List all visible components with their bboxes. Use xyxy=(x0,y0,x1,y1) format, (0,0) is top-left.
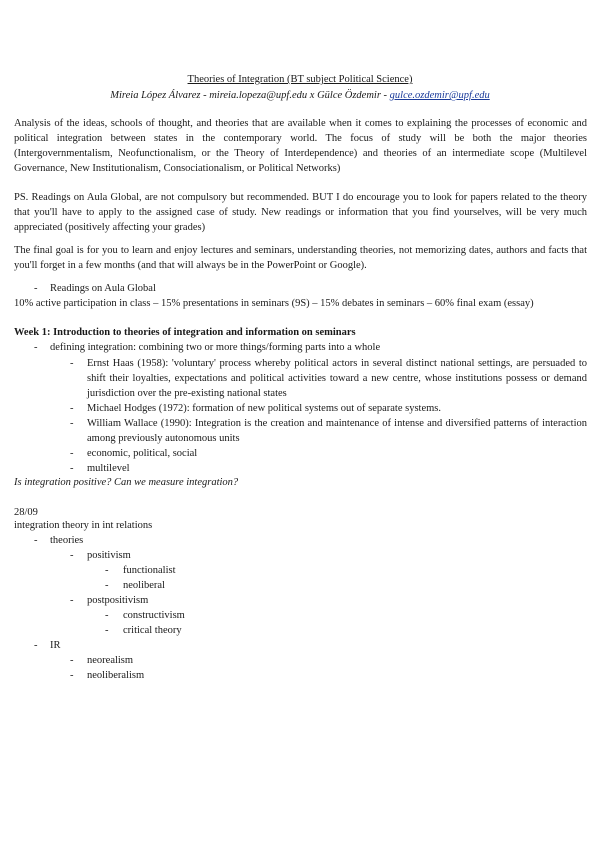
list-dash: - xyxy=(34,535,38,546)
list-dash: - xyxy=(70,448,74,459)
haas-definition-item: Ernst Haas (1958): 'voluntary' process whereby political actors in several distinct national settings, are persuaded to shift their loyalties, expectations and political activities toward a new centre, whose institutions possess or demand jurisdiction over the pre-existing national states xyxy=(87,358,587,399)
grading-breakdown: 10% active participation in class – 15% presentations in seminars (9S) – 15% debates in seminars – 60% final exam (essay) xyxy=(14,298,534,309)
list-dash: - xyxy=(105,610,109,621)
author-2-email-link[interactable]: gulce.ozdemir@upf.edu xyxy=(389,90,490,101)
neoliberalism-item: neoliberalism xyxy=(87,670,145,681)
defining-integration-item: defining integration: combining two or more things/forming parts into a whole xyxy=(50,342,381,353)
list-dash: - xyxy=(34,640,38,651)
constructivism-item: constructivism xyxy=(123,610,185,621)
critical-theory-item: critical theory xyxy=(123,625,182,636)
author-1: Mireia López Álvarez - mireia.lopeza@upf.edu xyxy=(110,90,308,101)
list-dash: - xyxy=(70,655,74,666)
list-dash: - xyxy=(105,625,109,636)
author-separator: x xyxy=(307,90,318,101)
list-dash: - xyxy=(34,283,38,294)
neorealism-item: neorealism xyxy=(87,655,134,666)
hodges-definition-item: Michael Hodges (1972): formation of new political systems out of separate systems. xyxy=(87,403,442,414)
integration-question: Is integration positive? Can we measure integration? xyxy=(14,477,239,488)
list-dash: - xyxy=(70,463,74,474)
functionalist-item: functionalist xyxy=(123,565,176,576)
author-2: Gülce Özdemir - xyxy=(317,90,390,101)
list-dash: - xyxy=(105,580,109,591)
session-date: 28/09 xyxy=(14,507,38,518)
ir-item: IR xyxy=(50,640,61,651)
final-goal-paragraph: The final goal is for you to learn and enjoy lectures and seminars, understanding theories, not memorizing dates, authors and facts that you'll forget in a few months (and that will always be in the PowerPoint or Google). xyxy=(14,245,587,271)
list-dash: - xyxy=(70,418,74,429)
authors-line xyxy=(0,88,600,103)
list-dash: - xyxy=(34,342,38,353)
neoliberal-item: neoliberal xyxy=(123,580,165,591)
wallace-definition-item: William Wallace (1990): Integration is the creation and maintenance of intense and diversified patterns of interaction among previously autonomous units xyxy=(87,418,587,444)
postpositivism-item: postpositivism xyxy=(87,595,149,606)
document-title: Theories of Integration (BT subject Political Science) xyxy=(187,74,413,85)
list-dash: - xyxy=(105,565,109,576)
positivism-item: positivism xyxy=(87,550,131,561)
list-dash: - xyxy=(70,670,74,681)
economic-political-social-item: economic, political, social xyxy=(87,448,198,459)
session-topic: integration theory in int relations xyxy=(14,520,153,531)
list-dash: - xyxy=(70,358,74,369)
readings-note-paragraph: PS. Readings on Aula Global, are not compulsory but recommended. BUT I do encourage you to look for papers related to the theory that you'll have to apply to the assigned case of study. New readings or information that you find yourselves, will be very much appreciated (positively affecting your grades) xyxy=(14,192,587,233)
theories-item: theories xyxy=(50,535,84,546)
week1-heading: Week 1: Introduction to theories of integration and information on seminars xyxy=(14,327,356,338)
intro-paragraph: Analysis of the ideas, schools of thought, and theories that are available when it comes to explaining the processes of economic and political integration between states in the contemporary world. The focus of study will be both the major theories (Intergovernmentalism, Neofunctionalism, or the Theory of Interdependence) and theories of an intermediate scope (Multilevel Governance, New Institutionalism, Consociationalism, or Political Networks) xyxy=(14,118,587,174)
multilevel-item: multilevel xyxy=(87,463,130,474)
list-dash: - xyxy=(70,403,74,414)
list-dash: - xyxy=(70,595,74,606)
readings-list-item: Readings on Aula Global xyxy=(50,283,156,294)
list-dash: - xyxy=(70,550,74,561)
